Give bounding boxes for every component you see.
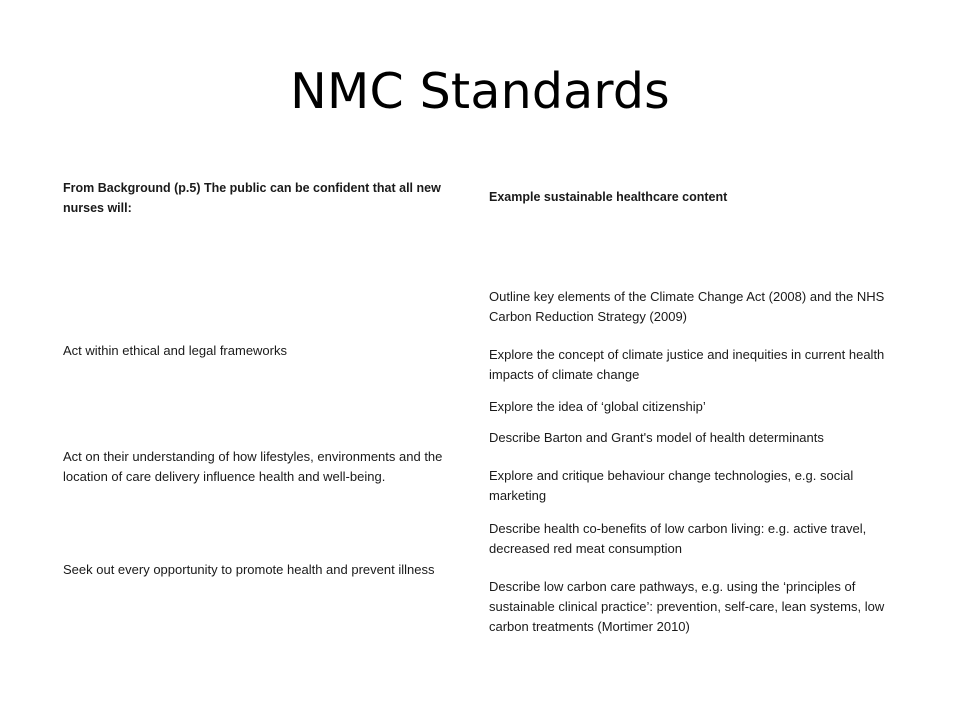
content-item: Describe health co-benefits of low carbon living: e.g. active travel, decreased red meat consumption	[489, 521, 867, 556]
content-item: Describe low carbon care pathways, e.g. using the ‘principles of sustainable clinical practice’: prevention, self-care, lean systems, low carbon treatments (Mortimer 2010)	[489, 579, 885, 634]
standard-cell-3: Seek out every opportunity to promote health and prevent illness	[63, 562, 435, 577]
content-cell-1	[489, 287, 909, 417]
content-item: Explore the idea of ‘global citizenship’	[489, 399, 706, 414]
table-header-content: Example sustainable healthcare content	[489, 190, 728, 204]
content-item: Describe Barton and Grant's model of health determinants	[489, 430, 824, 445]
table-header-standards: From Background (p.5) The public can be confident that all new nurses will:	[63, 181, 441, 215]
content-item: Outline key elements of the Climate Change Act (2008) and the NHS Carbon Reduction Strategy (2009)	[489, 289, 885, 324]
standard-cell-1: Act within ethical and legal frameworks	[63, 343, 287, 358]
content-cell-3	[489, 519, 909, 637]
page-title: NMC Standards	[290, 63, 670, 120]
content-cell-2	[489, 428, 909, 506]
content-item: Explore and critique behaviour change technologies, e.g. social marketing	[489, 468, 854, 503]
content-item: Explore the concept of climate justice and inequities in current health impacts of climate change	[489, 347, 885, 382]
standard-cell-2: Act on their understanding of how lifestyles, environments and the location of care delivery influence health and well-being.	[63, 449, 443, 484]
